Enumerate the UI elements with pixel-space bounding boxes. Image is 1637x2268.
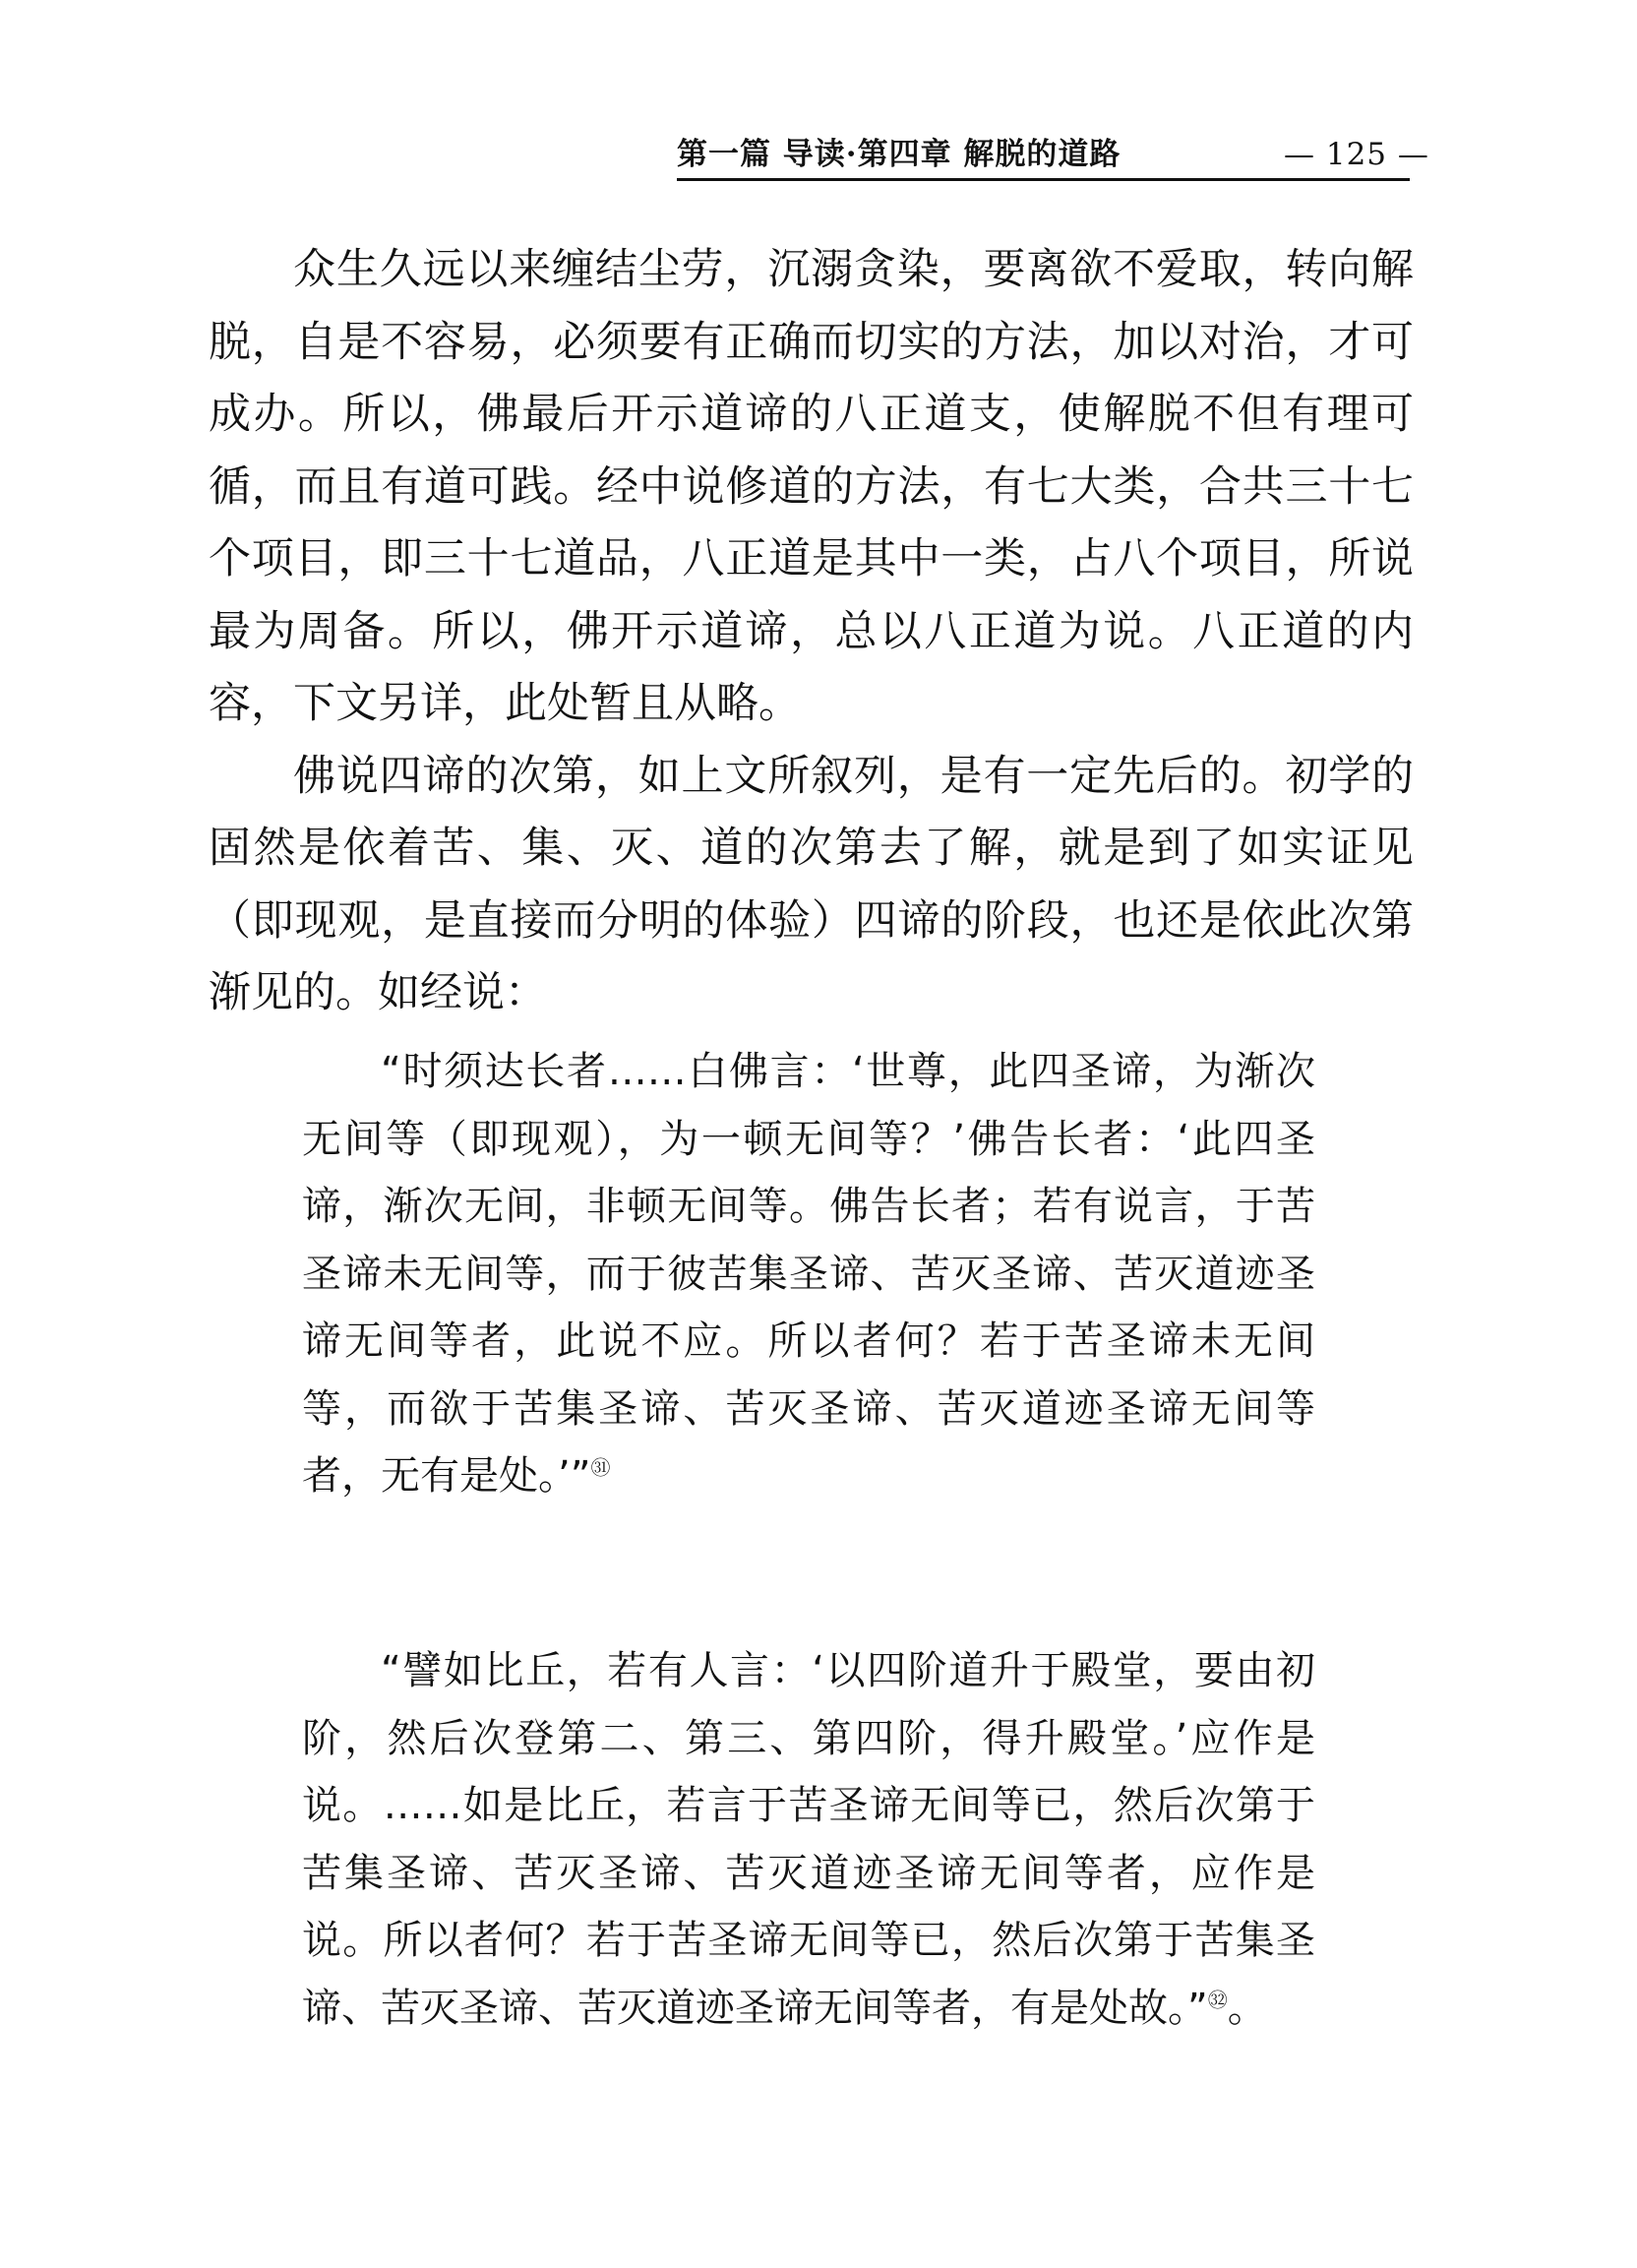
footnote-marker-32: ㉜ xyxy=(1207,1988,1228,2012)
paragraph-path-to-liberation: 众生久远以来缠结尘劳，沉溺贪染，要离欲不爱取，转向解脱，自是不容易，必须要有正确而切实的方法，加以对治，才可成办。所以，佛最后开示道谛的八正道支，使解脱不但有理可循，而且有道可践。经中说修道的方法，有七大类，合共三十七个项目，即三十七道品，八正道是其中一类，占八个项目，所说最为周备。所以，佛开示道谛，总以八正道为说。八正道的内容，下文另详，此处暂且从略。 xyxy=(209,245,1414,728)
quote-text: “时须达长者……白佛言：‘世尊，此四圣谛，为渐次无间等（即现观），为一顿无间等？’佛告长者：‘此四圣谛，渐次无间，非顿无间等。佛告长者；若有说言，于苦圣谛未无间等，而于彼苦集圣谛、苦灭圣谛、苦灭道迹圣谛无间等者，此说不应。所以者何？若于苦圣谛未无间等，而欲于苦集圣谛、苦灭圣谛、苦灭道迹圣谛无间等者，无有是处。’” xyxy=(302,1049,1315,1499)
quote-paragraph xyxy=(302,1038,1315,1510)
paragraph-order-of-truths: 佛说四谛的次第，如上文所叙列，是有一定先后的。初学的固然是依着苦、集、灭、道的次第去了解，就是到了如实证见（即现观，是直接而分明的体验）四谛的阶段，也还是依此次第渐见的。如经说： xyxy=(209,751,1414,1017)
running-head xyxy=(677,133,1429,180)
chapter-header: 第一篇 导读·第四章 解脱的道路 xyxy=(677,137,1122,172)
scripture-quote-2 xyxy=(302,1637,1315,2042)
quote-paragraph xyxy=(302,1637,1315,2042)
scripture-quote-1 xyxy=(302,1038,1315,1510)
header-rule xyxy=(677,178,1410,181)
quote-text: “譬如比丘，若有人言：‘以四阶道升于殿堂，要由初阶，然后次登第二、第三、第四阶，得升殿堂。’应作是说。……如是比丘，若言于苦圣谛无间等已，然后次第于苦集圣谛、苦灭圣谛、苦灭道迹圣谛无间等者，应作是说。所以者何？若于苦圣谛无间等已，然后次第于苦集圣谛、苦灭圣谛、苦灭道迹圣谛无间等者，有是处故。” xyxy=(302,1648,1315,2031)
footnote-marker-31: ㉛ xyxy=(590,1455,611,1480)
page-number: — 125 — xyxy=(1284,137,1429,172)
quote-tail-period: 。 xyxy=(1227,1985,1267,2031)
main-text xyxy=(209,234,1414,1030)
